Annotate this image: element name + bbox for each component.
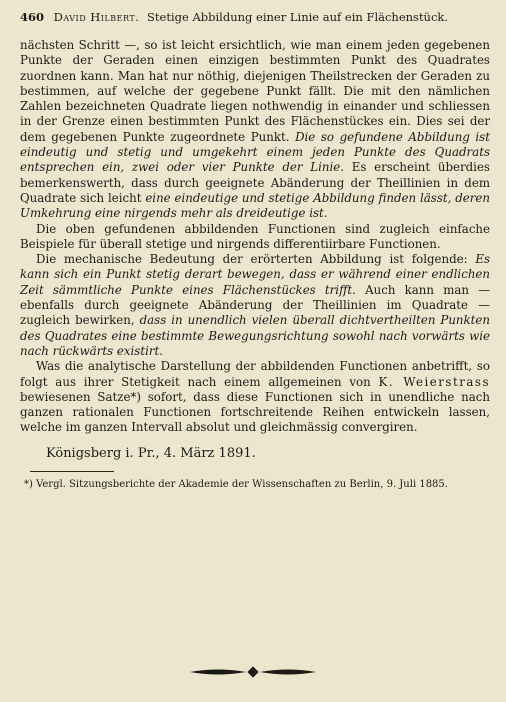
p4-segment: K. Weierstrass	[378, 374, 491, 389]
end-ornament-icon	[0, 664, 506, 680]
p1-segment: nächsten Schritt —, so ist leicht ersichtlich, wie man einem jeden gegebenen Punkte der Geraden einen einzigen bestimmten Punkt des Quadrates zuordnen kann. Man hat nur nöthig, diejenigen Theilstrecken der Geraden zu bestimmen, auf welche der gegebene Punkt fällt. Die mit den nämlichen Zahlen bezeichneten Quadrate liegen nothwendig in einander und schliessen in der Grenze einen bestimmten Punkt des Flächenstückes ein. Dies sei der dem gegebenen Punkte zugeordnete Punkt.	[20, 38, 490, 144]
header-title: Stetige Abbildung einer Linie auf ein Flächenstück.	[147, 10, 449, 24]
p3-segment: Auch kann man — ebenfalls durch geeignete Abänderung der Theillinien im Quadrate — zugleich bewirken,	[20, 282, 490, 328]
p1-segment: Die so gefundene Abbildung ist eindeutig und stetig und umgekehrt einem jeden Punkte des Quadrats entsprechen ein, zwei oder vier Punkte der Linie.	[20, 129, 490, 175]
paragraph-3	[20, 252, 490, 359]
p3-segment: dass in unendlich vielen überall dichtvertheilten Punkten des Quadrates eine bestimmte Bewegungsrichtung sowohl nach vorwärts wie nach rückwärts existirt.	[20, 313, 490, 358]
p4-segment: bewiesenen Satze*) sofort, dass diese Functionen sich in unendliche nach ganzen rationalen Functionen fortschreitende Reihen entwickeln lassen, welche im ganzen Intervall absolut und gleichmässig convergiren.	[20, 389, 490, 435]
paragraph-4	[20, 359, 490, 435]
page-number: 460	[20, 10, 45, 24]
body-text	[20, 38, 490, 436]
footnote: *) Vergl. Sitzungsberichte der Akademie der Wissenschaften zu Berlin, 9. Juli 1885.	[24, 478, 448, 490]
paragraph-2	[20, 222, 490, 253]
p1-segment: eine eindeutige und stetige Abbildung finden lässt, deren Umkehrung eine nirgends mehr als dreideutige ist.	[20, 190, 490, 221]
header-author: David Hilbert.	[53, 10, 140, 24]
p4-segment: Was die analytische Darstellung der abbildenden Functionen anbetrifft, so folgt aus ihrer Stetigkeit nach einem allgemeinen von	[20, 359, 490, 389]
p1-segment: Es erscheint überdies bemerkenswerth, dass durch geeignete Abänderung der Theillinien in dem Quadrate sich leicht	[20, 160, 490, 205]
p2-segment: Die oben gefundenen abbildenden Functionen sind zugleich einfache Beispiele für überall stetige und nirgends differentiirbare Functionen.	[20, 221, 490, 251]
p3-segment: Die mechanische Bedeutung der erörterten Abbildung ist folgende:	[36, 252, 476, 267]
running-header	[20, 10, 490, 30]
paragraph-1	[20, 38, 490, 222]
place-date-line: Königsberg i. Pr., 4. März 1891.	[46, 445, 256, 461]
p3-segment: Es kann sich ein Punkt stetig derart bewegen, dass er während einer endlichen Zeit sämmtliche Punkte eines Flächenstückes trifft.	[20, 252, 490, 297]
footnote-rule	[30, 471, 114, 472]
